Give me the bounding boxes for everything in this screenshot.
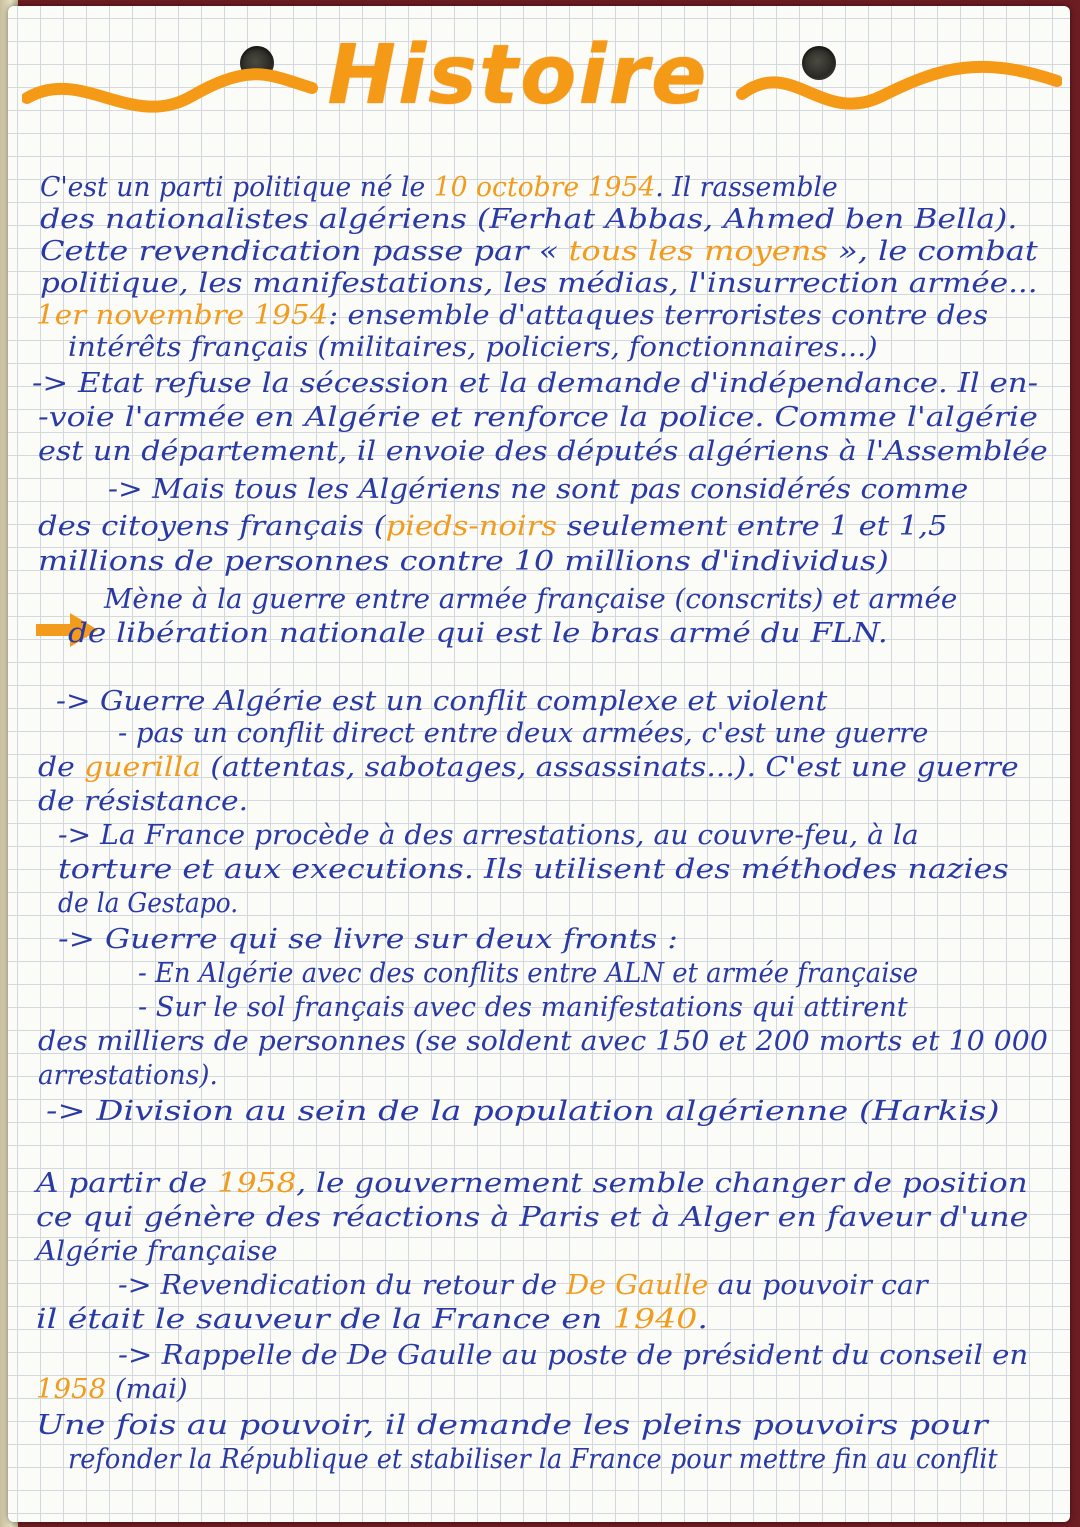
note-line (38, 436, 1048, 468)
note-line (36, 300, 988, 332)
note-line (68, 618, 888, 650)
note-line (36, 1410, 988, 1442)
highlighted-text: 1958 (217, 1168, 297, 1199)
note-line (32, 368, 1038, 400)
highlighted-text: 10 octobre 1954 (433, 172, 656, 203)
note-line (58, 820, 919, 852)
note-line (38, 1026, 1048, 1058)
note-text: -> Guerre qui se livre sur deux fronts : (58, 924, 678, 955)
note-line (36, 1168, 1028, 1200)
note-line (118, 718, 928, 750)
note-line (46, 1096, 1000, 1128)
page-title: Histoire (327, 28, 709, 123)
note-line (40, 204, 1017, 236)
note-line (108, 474, 968, 506)
note-text: politique, les manifestations, les médias, l'insurrection armée... (40, 268, 1038, 299)
note-text: ce qui génère des réactions à Paris et à Alger en faveur d'une (36, 1202, 1029, 1233)
highlighted-text: De Gaulle (566, 1270, 709, 1301)
note-text: de la Gestapo. (58, 888, 239, 919)
note-text: au pouvoir car (708, 1270, 928, 1301)
note-text: de résistance. (38, 786, 249, 817)
note-line (38, 546, 889, 578)
note-line (38, 1060, 218, 1092)
note-text: intérêts français (militaires, policiers, fonctionnaires...) (68, 332, 878, 363)
note-text: (mai) (106, 1374, 188, 1405)
note-line (56, 686, 827, 718)
note-line (36, 1374, 188, 1406)
note-line (40, 236, 1038, 268)
note-text: de libération nationale qui est le bras armé du FLN. (68, 618, 888, 649)
note-text: -> Etat refuse la sécession et la demande d'indépendance. Il en- (32, 368, 1038, 399)
note-text: -> La France procède à des arrestations, au couvre-feu, à la (58, 820, 919, 851)
note-text: -> Rappelle de De Gaulle au poste de président du conseil en (118, 1340, 1029, 1371)
note-text: Cette revendication passe par « (40, 236, 569, 267)
note-text: est un département, il envoie des députés algériens à l'Assemblée (38, 436, 1048, 467)
note-line (40, 172, 838, 204)
note-text: », le combat (827, 236, 1038, 267)
note-line (68, 1444, 998, 1476)
note-text: - Sur le sol français avec des manifestations qui attirent (138, 992, 908, 1023)
note-text: (attentas, sabotages, assassinats...). C'est une guerre (200, 752, 1019, 783)
note-text: A partir de (36, 1168, 218, 1199)
note-line (138, 992, 908, 1024)
note-text: des citoyens français ( (38, 511, 386, 542)
note-text: Algérie française (36, 1236, 278, 1267)
note-line (58, 854, 1009, 886)
note-text: -> Revendication du retour de (118, 1270, 567, 1301)
note-line (36, 1202, 1028, 1234)
note-text: -> Mais tous les Algériens ne sont pas considérés comme (108, 474, 969, 505)
note-line (40, 268, 1038, 300)
note-text: . Il rassemble (655, 172, 838, 203)
note-line (58, 888, 238, 920)
note-line (38, 511, 947, 543)
note-text: il était le sauveur de la France en (36, 1304, 613, 1335)
note-text: millions de personnes contre 10 millions d'individus) (38, 546, 889, 577)
highlighted-text: guerilla (84, 752, 201, 783)
note-text: de (38, 752, 85, 783)
note-text: -> Division au sein de la population algérienne (Harkis) (46, 1096, 1000, 1127)
note-text: - pas un conflit direct entre deux armées, c'est une guerre (118, 718, 929, 749)
highlighted-text: 1er novembre 1954 (36, 300, 329, 331)
note-line (58, 924, 678, 956)
note-line (118, 1340, 1028, 1372)
note-line (36, 1236, 278, 1268)
note-text: arrestations). (38, 1060, 218, 1091)
note-text: seulement entre 1 et 1,5 (556, 511, 948, 542)
note-line (38, 752, 1019, 784)
highlighted-text: 1958 (36, 1374, 107, 1405)
handwritten-notes (8, 6, 1070, 1522)
note-line (36, 1304, 708, 1336)
note-text: -> Guerre Algérie est un conflit complexe et violent (56, 686, 828, 717)
note-text: des milliers de personnes (se soldent avec 150 et 200 morts et 10 000 (38, 1026, 1048, 1057)
note-line (104, 584, 957, 616)
note-text: : ensemble d'attaques terroristes contre des (328, 300, 989, 331)
grid-paper-sheet (8, 6, 1070, 1522)
note-text: . (697, 1304, 708, 1335)
note-text: , le gouvernement semble changer de position (296, 1168, 1028, 1199)
highlighted-text: tous les moyens (568, 236, 828, 267)
note-text: Une fois au pouvoir, il demande les pleins pouvoirs pour (36, 1410, 988, 1441)
note-line (38, 786, 248, 818)
note-line (38, 402, 1038, 434)
highlighted-text: pieds-noirs (385, 511, 557, 542)
note-text: refonder la République et stabiliser la France pour mettre fin au conflit (68, 1444, 998, 1475)
note-line (118, 1270, 928, 1302)
note-line (68, 332, 878, 364)
note-text: C'est un parti politique né le (40, 172, 434, 203)
note-text: torture et aux executions. Ils utilisent des méthodes nazies (58, 854, 1009, 885)
note-text: - En Algérie avec des conflits entre ALN et armée française (138, 958, 919, 989)
highlighted-text: 1940 (612, 1304, 698, 1335)
note-text: Mène à la guerre entre armée française (conscrits) et armée (104, 584, 958, 615)
note-text: -voie l'armée en Algérie et renforce la police. Comme l'algérie (38, 402, 1038, 433)
note-line (138, 958, 918, 990)
note-text: des nationalistes algériens (Ferhat Abbas, Ahmed ben Bella). (40, 204, 1018, 235)
